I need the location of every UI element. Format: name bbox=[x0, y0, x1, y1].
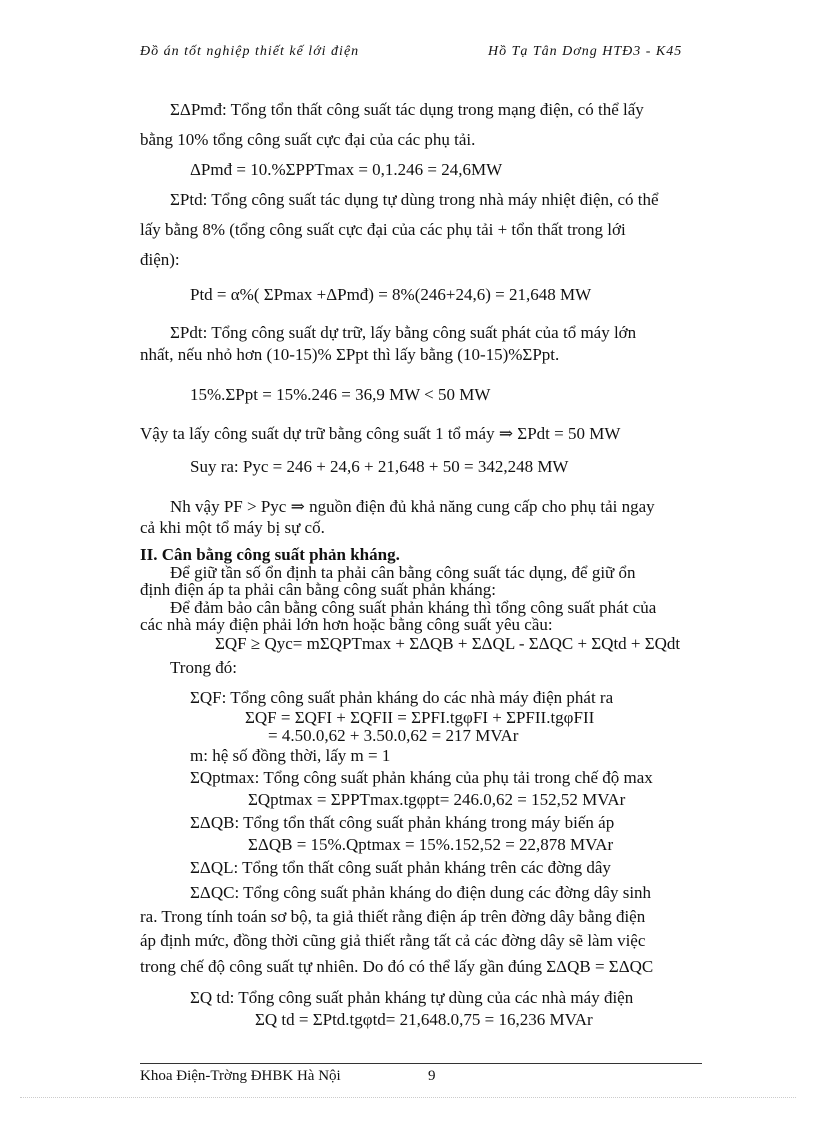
text-line: Trong đó: bbox=[170, 658, 237, 677]
page-number: 9 bbox=[428, 1068, 436, 1084]
formula-line: ΣQ td = ΣPtd.tgφtd= 21,648.0,75 = 16,236 MVAr bbox=[255, 1010, 593, 1029]
text-line: lấy bằng 8% (tổng công suất cực đại của các phụ tải + tổn thất trong lới bbox=[140, 220, 626, 239]
text-line: Vậy ta lấy công suất dự trữ bằng công suất 1 tổ máy ⇒ ΣPdt = 50 MW bbox=[140, 424, 621, 443]
text-line: ΣPdt: Tổng công suất dự trữ, lấy bằng công suất phát của tổ máy lớn bbox=[170, 323, 637, 342]
text-line: m: hệ số đồng thời, lấy m = 1 bbox=[190, 746, 391, 765]
text-line: Nh vậy PF > Pyc ⇒ nguồn điện đủ khả năng cung cấp cho phụ tải ngay bbox=[170, 497, 655, 516]
footer-left: Khoa Điện-Trờng ĐHBK Hà Nội bbox=[140, 1068, 341, 1084]
text-line: bằng 10% tổng công suất cực đại của các phụ tải. bbox=[140, 130, 476, 149]
formula-line: ΣQF ≥ Qyc= mΣQPTmax + ΣΔQB + ΣΔQL - ΣΔQC + ΣQtd + ΣQdt bbox=[215, 634, 681, 653]
formula-line: = 4.50.0,62 + 3.50.0,62 = 217 MVAr bbox=[268, 726, 519, 745]
text-line: ΣΔQB: Tổng tổn thất công suất phản kháng trong máy biến áp bbox=[190, 813, 615, 832]
formula-line: ΣΔQB = 15%.Qptmax = 15%.152,52 = 22,878 MVAr bbox=[248, 835, 614, 854]
formula-line: ΣQF = ΣQFI + ΣQFII = ΣPFI.tgφFI + ΣPFII.tgφFII bbox=[245, 708, 595, 727]
text-line: cả khi một tổ máy bị sự cố. bbox=[140, 518, 325, 537]
formula-line: ΔPmđ = 10.%ΣPPTmax = 0,1.246 = 24,6MW bbox=[190, 160, 503, 179]
formula-line: Ptd = α%( ΣPmax +ΔPmđ) = 8%(246+24,6) = 21,648 MW bbox=[190, 285, 592, 304]
formula-line: Suy ra: Pyc = 246 + 24,6 + 21,648 + 50 = 342,248 MW bbox=[190, 457, 569, 476]
text-line: ΣQptmax: Tổng công suất phản kháng của phụ tải trong chế độ max bbox=[190, 768, 653, 787]
text-line: các nhà máy điện phải lớn hơn hoặc bằng công suất yêu cầu: bbox=[140, 615, 553, 634]
section-heading: II. Cân bằng công suất phản kháng. bbox=[140, 545, 400, 564]
page-edge-divider bbox=[20, 1097, 796, 1098]
text-line: ΣPtd: Tổng công suất tác dụng tự dùng trong nhà máy nhiệt điện, có thể bbox=[170, 190, 659, 209]
header-left: Đồ án tốt nghiệp thiết kế lới điện bbox=[140, 44, 360, 59]
text-line: điện): bbox=[140, 250, 180, 269]
text-line: định điện áp ta phải cân bằng công suất phản kháng: bbox=[140, 580, 496, 599]
text-line: ΣΔQL: Tổng tổn thất công suất phản kháng trên các đờng dây bbox=[190, 858, 611, 877]
text-line: ΣQ td: Tổng công suất phản kháng tự dùng của các nhà máy điện bbox=[190, 988, 634, 1007]
text-line: ra. Trong tính toán sơ bộ, ta giả thiết rằng điện áp trên đờng dây bằng điện bbox=[140, 907, 646, 926]
text-line: ΣQF: Tổng công suất phản kháng do các nhà máy điện phát ra bbox=[190, 688, 614, 707]
text-line: trong chế độ công suất tự nhiên. Do đó có thể lấy gần đúng ΣΔQB = ΣΔQC bbox=[140, 957, 654, 976]
text-line: áp định mức, đồng thời cũng giả thiết rằng tất cả các đờng dây sẽ làm việc bbox=[140, 931, 646, 950]
text-line: ΣΔPmđ: Tổng tổn thất công suất tác dụng trong mạng điện, có thể lấy bbox=[170, 100, 644, 119]
formula-line: 15%.ΣPpt = 15%.246 = 36,9 MW < 50 MW bbox=[190, 385, 491, 404]
formula-line: ΣQptmax = ΣPPTmax.tgφpt= 246.0,62 = 152,52 MVAr bbox=[248, 790, 626, 809]
text-line: ΣΔQC: Tổng công suất phản kháng do điện dung các đờng dây sinh bbox=[190, 883, 652, 902]
text-line: nhất, nếu nhỏ hơn (10-15)% ΣPpt thì lấy bằng (10-15)%ΣPpt. bbox=[140, 345, 560, 364]
text-line: Để đảm bảo cân bằng công suất phản kháng thì tổng công suất phát của bbox=[170, 598, 657, 617]
text-line: Để giữ tần số ổn định ta phải cân bằng công suất tác dụng, để giữ ổn bbox=[170, 563, 636, 582]
footer-rule bbox=[140, 1063, 702, 1064]
header-right: Hồ Tạ Tân Dơng HTĐ3 - K45 bbox=[488, 44, 683, 59]
